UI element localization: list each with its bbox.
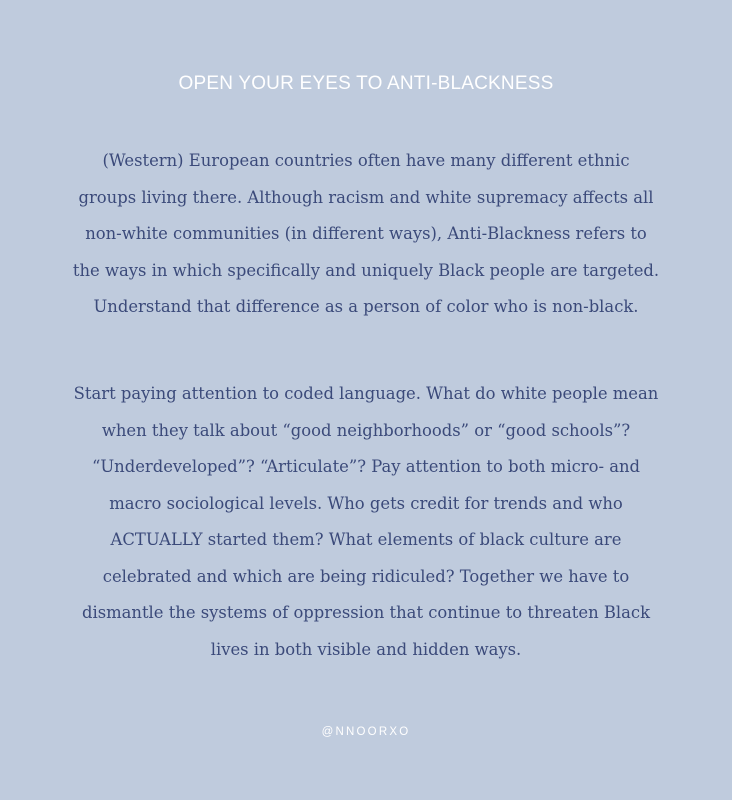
paragraph-line: the ways in which specifically and uniquely Black people are targeted. [72,260,660,280]
paragraph-line: non-white communities (in different ways), Anti-Blackness refers to [85,224,647,243]
paragraph-line: celebrated and which are being ridiculed? Together we have to [102,566,630,586]
paragraph-line: ACTUALLY started them? What elements of black culture are [110,530,622,549]
paragraph-2 [40,376,692,668]
paragraph-line: when they talk about “good neighborhoods” or “good schools”? [101,420,631,440]
paragraph-1 [40,143,692,326]
page-title: OPEN YOUR EYES TO ANTI-BLACKNESS [178,73,554,94]
paragraph-line: Understand that difference as a person of color who is non-black. [93,297,639,316]
paragraph-line: Start paying attention to coded language. What do white people mean [73,384,659,403]
paragraph-line: (Western) European countries often have many different ethnic [102,151,630,170]
paragraph-line: groups living there. Although racism and white supremacy affects all [78,187,654,207]
paragraph-line: macro sociological levels. Who gets credit for trends and who [109,493,623,513]
author-handle: @NNOORXO [321,726,411,738]
paragraph-line: lives in both visible and hidden ways. [210,639,522,659]
paragraph-line: “Underdeveloped”? “Articulate”? Pay attention to both micro- and [91,457,641,476]
paragraph-line: dismantle the systems of oppression that continue to threaten Black [81,603,651,622]
